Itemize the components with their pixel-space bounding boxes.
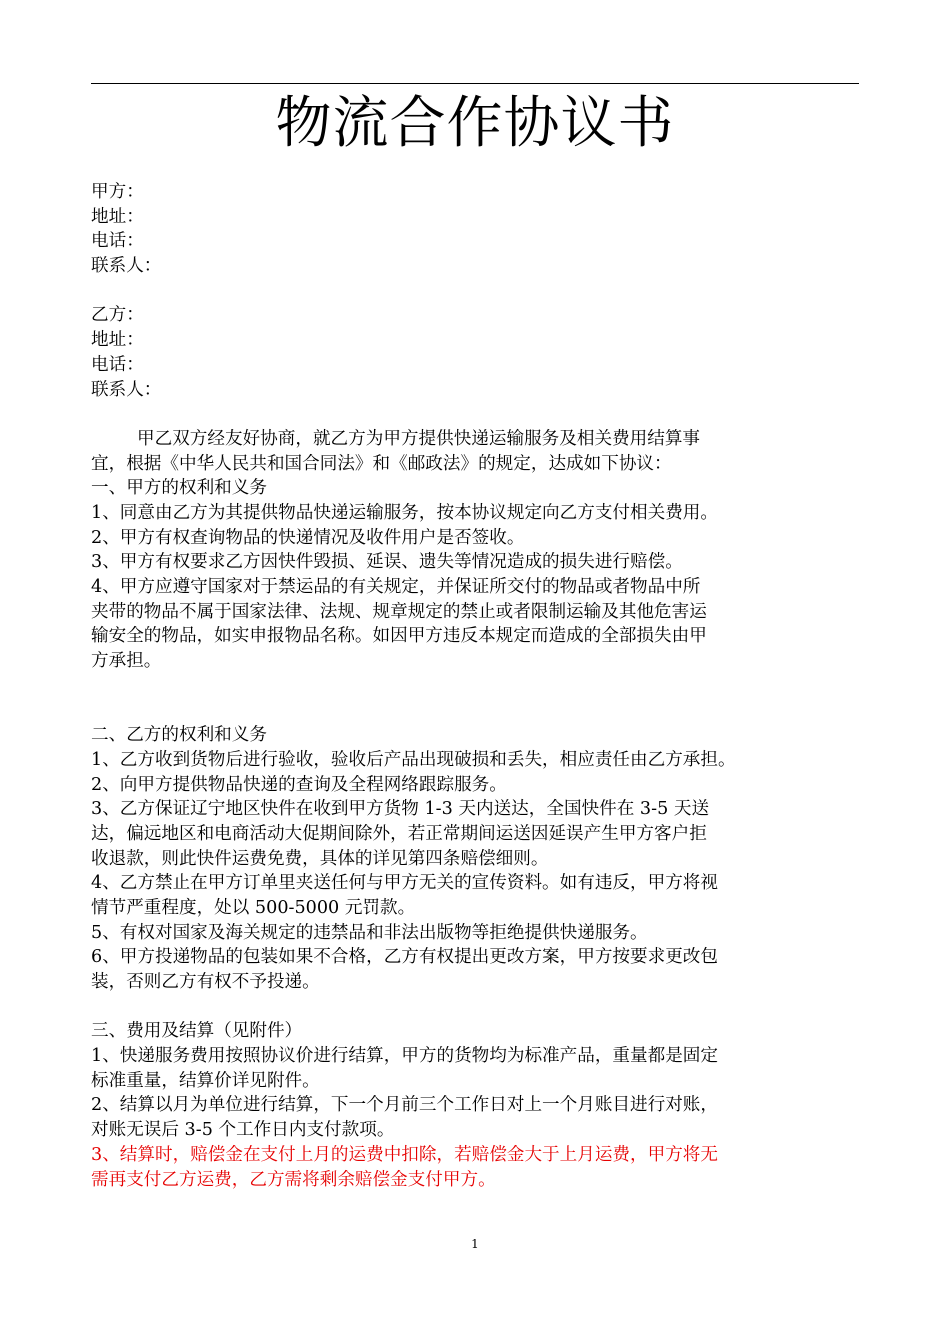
spacer	[91, 995, 863, 1020]
party-b-contact-label: 联系人：	[91, 379, 162, 400]
party-b-address-label: 地址：	[91, 330, 144, 351]
section-1-line: 4、甲方应遵守国家对于禁运品的有关规定，并保证所交付的物品或者物品中所	[91, 577, 701, 597]
spacer	[91, 674, 863, 699]
section-2-line: 收退款，则此快件运费免费，具体的详见第四条赔偿细则。	[91, 848, 549, 869]
section-3-line: 2、结算以月为单位进行结算，下一个月前三个工作日对上一个月账目进行对账，	[91, 1095, 718, 1116]
section-3-highlight-line: 3、结算时，赔偿金在支付上月的运费中扣除，若赔偿金大于上月运费，甲方将无	[91, 1144, 718, 1165]
section-3-highlight-line: 需再支付乙方运费，乙方需将剩余赔偿金支付甲方。	[91, 1169, 496, 1190]
party-a-block	[91, 180, 863, 279]
section-1-line: 输安全的物品，如实申报物品名称。如因甲方违反本规定而造成的全部损失由甲	[91, 626, 707, 647]
spacer	[91, 402, 863, 427]
section-2-line: 5、有权对国家及海关规定的违禁品和非法出版物等拒绝提供快递服务。	[91, 922, 648, 943]
document-body	[91, 180, 863, 1192]
spacer	[91, 279, 863, 304]
section-2-heading: 二、乙方的权利和义务	[91, 725, 267, 746]
section-3-heading: 三、费用及结算（见附件）	[91, 1021, 303, 1042]
party-a-address-label: 地址：	[91, 206, 144, 227]
section-2-line: 情节严重程度，处以 500-5000 元罚款。	[91, 897, 416, 918]
section-2-line: 达，偏远地区和电商活动大促期间除外，若正常期间运送因延误产生甲方客户拒	[91, 823, 707, 844]
section-2-line: 6、甲方投递物品的包装如果不合格，乙方有权提出更改方案，甲方按要求更改包	[91, 947, 718, 968]
section-2-line: 3、乙方保证辽宁地区快件在收到甲方货物 1-3 天内送达，全国快件在 3-5 天送	[91, 799, 710, 820]
section-1-line: 方承担。	[91, 651, 162, 672]
intro-paragraph	[91, 427, 863, 476]
intro-line: 宜，根据《中华人民共和国合同法》和《邮政法》的规定，达成如下协议：	[91, 453, 672, 474]
party-a-label: 甲方：	[91, 182, 144, 202]
document-title: 物流合作协议书	[275, 91, 675, 156]
section-2	[91, 723, 863, 995]
section-2-line: 装，否则乙方有权不予投递。	[91, 972, 320, 992]
page-number: 1	[471, 1237, 479, 1251]
spacer	[91, 698, 863, 723]
section-2-line: 2、向甲方提供物品快递的查询及全程网络跟踪服务。	[91, 774, 507, 795]
section-1	[91, 476, 863, 674]
section-1-line: 1、同意由乙方为其提供物品快递运输服务，按本协议规定向乙方支付相关费用。	[91, 502, 718, 523]
section-1-line: 2、甲方有权查询物品的快递情况及收件用户是否签收。	[91, 527, 525, 548]
section-2-line: 1、乙方收到货物后进行验收，验收后产品出现破损和丢失，相应责任由乙方承担。	[91, 749, 736, 770]
section-1-line: 3、甲方有权要求乙方因快件毁损、延误、遗失等情况造成的损失进行赔偿。	[91, 552, 683, 573]
party-b-block	[91, 303, 863, 402]
section-3-line: 1、快递服务费用按照协议价进行结算，甲方的货物均为标准产品，重量都是固定	[91, 1046, 718, 1067]
section-3-line: 标准重量，结算价详见附件。	[91, 1070, 320, 1091]
header-rule	[91, 83, 859, 84]
party-b-phone-label: 电话：	[91, 354, 144, 375]
party-b-label: 乙方：	[91, 305, 144, 326]
party-a-contact-label: 联系人：	[91, 256, 162, 277]
section-1-line: 夹带的物品不属于国家法律、法规、规章规定的禁止或者限制运输及其他危害运	[91, 601, 707, 622]
section-3-line: 对账无误后 3-5 个工作日内支付款项。	[91, 1120, 395, 1141]
section-2-line: 4、乙方禁止在甲方订单里夹送任何与甲方无关的宣传资料。如有违反，甲方将视	[91, 873, 718, 894]
section-1-heading: 一、甲方的权利和义务	[91, 478, 267, 499]
party-a-phone-label: 电话：	[91, 231, 144, 252]
intro-line: 甲乙双方经友好协商，就乙方为甲方提供快递运输服务及相关费用结算事	[137, 428, 701, 449]
section-3	[91, 1019, 863, 1192]
